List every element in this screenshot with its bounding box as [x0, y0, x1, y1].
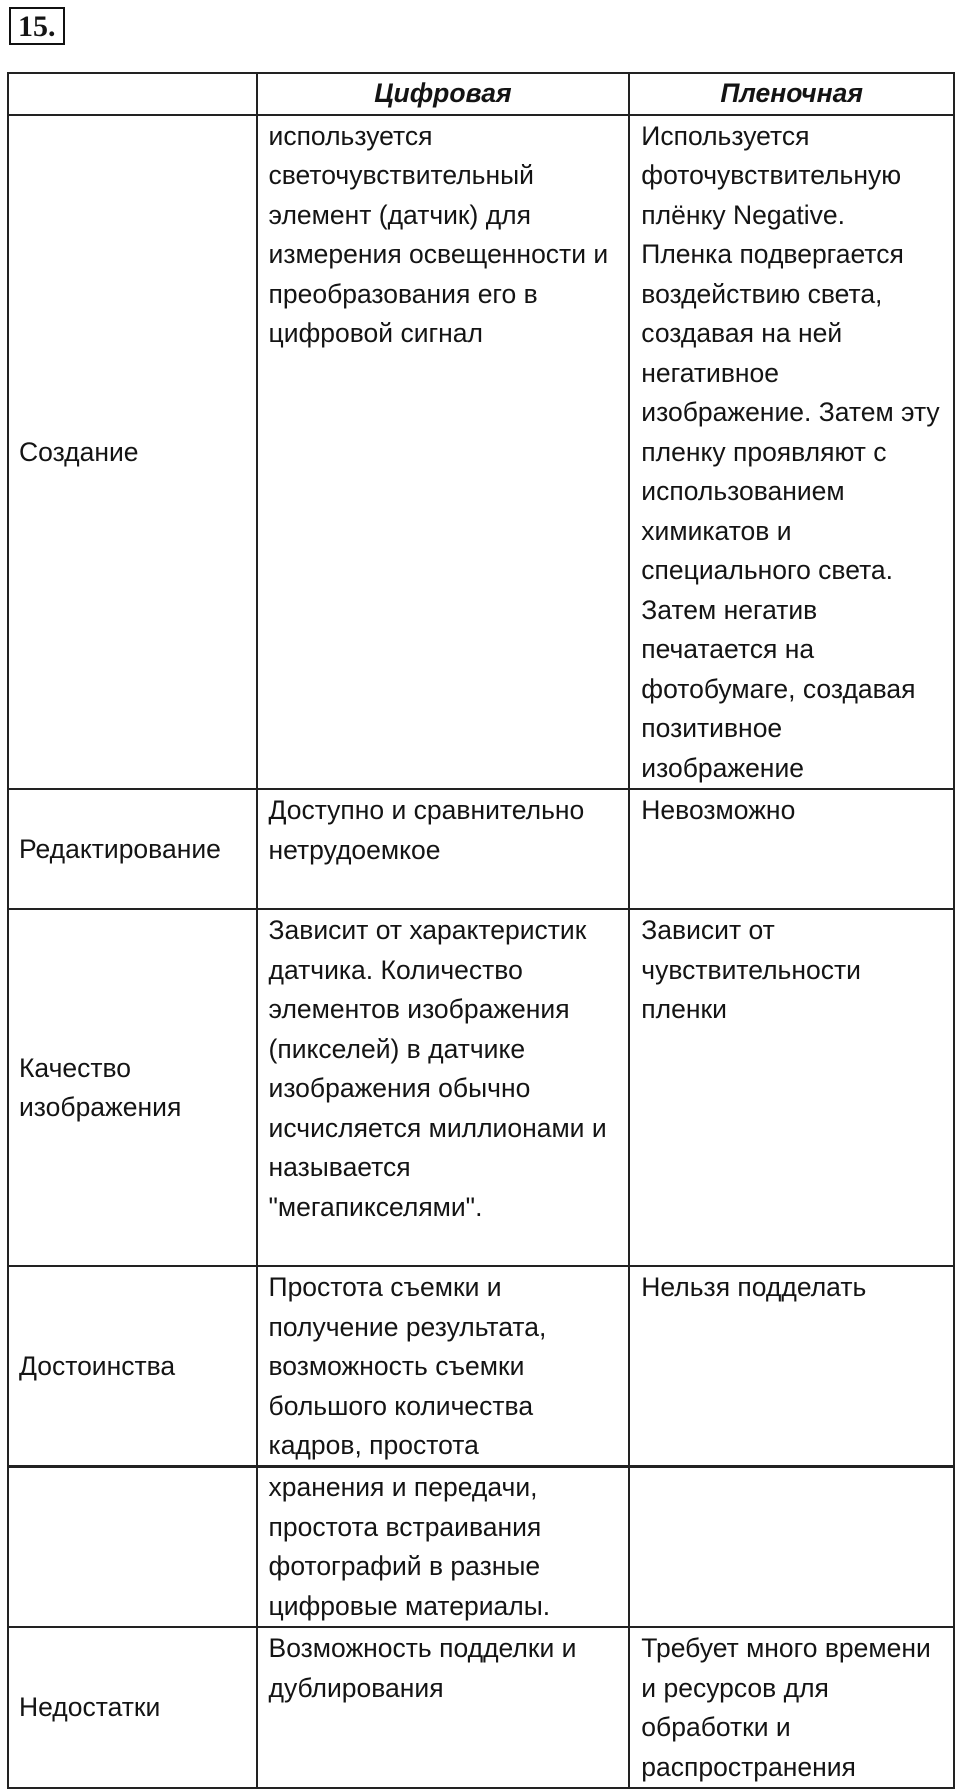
cell-film-quality: Зависит от чувствительности пленки: [629, 909, 954, 1266]
row-label-continuation: [8, 1466, 257, 1627]
table-row: [8, 1627, 954, 1788]
header-digital: Цифровая: [257, 73, 630, 115]
cell-digital-creation: используется светочувствительный элемент (датчик) для измерения освещенности и преобразования его в цифровой сигнал: [257, 115, 630, 790]
comparison-table-continued: [7, 1465, 955, 1789]
table-row: [8, 909, 954, 1266]
cell-digital-advantages: Простота съемки и получение результата, возможность съемки большого количества кадров, простота: [257, 1266, 630, 1467]
cell-digital-quality: Зависит от характеристик датчика. Количество элементов изображения (пикселей) в датчике изображения обычно исчисляется миллионами и называется "мегапикселями".: [257, 909, 630, 1266]
cell-film-disadvantages: Требует много времени и ресурсов для обработки и распространения: [629, 1627, 954, 1788]
header-row: [8, 73, 954, 115]
row-label-advantages: Достоинства: [8, 1266, 257, 1467]
header-empty-cell: [8, 73, 257, 115]
table-row: [8, 1266, 954, 1467]
row-label-disadvantages: Недостатки: [8, 1627, 257, 1788]
row-label-creation: Создание: [8, 115, 257, 790]
header-film: Пленочная: [629, 73, 954, 115]
cell-film-continuation: [629, 1466, 954, 1627]
cell-digital-continuation: хранения и передачи, простота встраивания фотографий в разные цифровые материалы.: [257, 1466, 630, 1627]
cell-film-editing: Невозможно: [629, 789, 954, 909]
task-number: 15.: [9, 7, 65, 45]
cell-film-creation: Используется фоточувствительную плёнку Negative. Пленка подвергается воздействию света, создавая на ней негативное изображение. Затем эту пленку проявляют с использованием химикатов и специального света. Затем негатив печатается на фотобумаге, создавая позитивное изображение: [629, 115, 954, 790]
table-row: [8, 1466, 954, 1627]
cell-digital-editing: Доступно и сравнительно нетрудоемкое: [257, 789, 630, 909]
cell-film-advantages: Нельзя подделать: [629, 1266, 954, 1467]
row-label-editing: Редактирование: [8, 789, 257, 909]
cell-digital-disadvantages: Возможность подделки и дублирования: [257, 1627, 630, 1788]
table-row: [8, 115, 954, 790]
row-label-quality: Качество изображения: [8, 909, 257, 1266]
comparison-table: [7, 72, 955, 1468]
table-row: [8, 789, 954, 909]
